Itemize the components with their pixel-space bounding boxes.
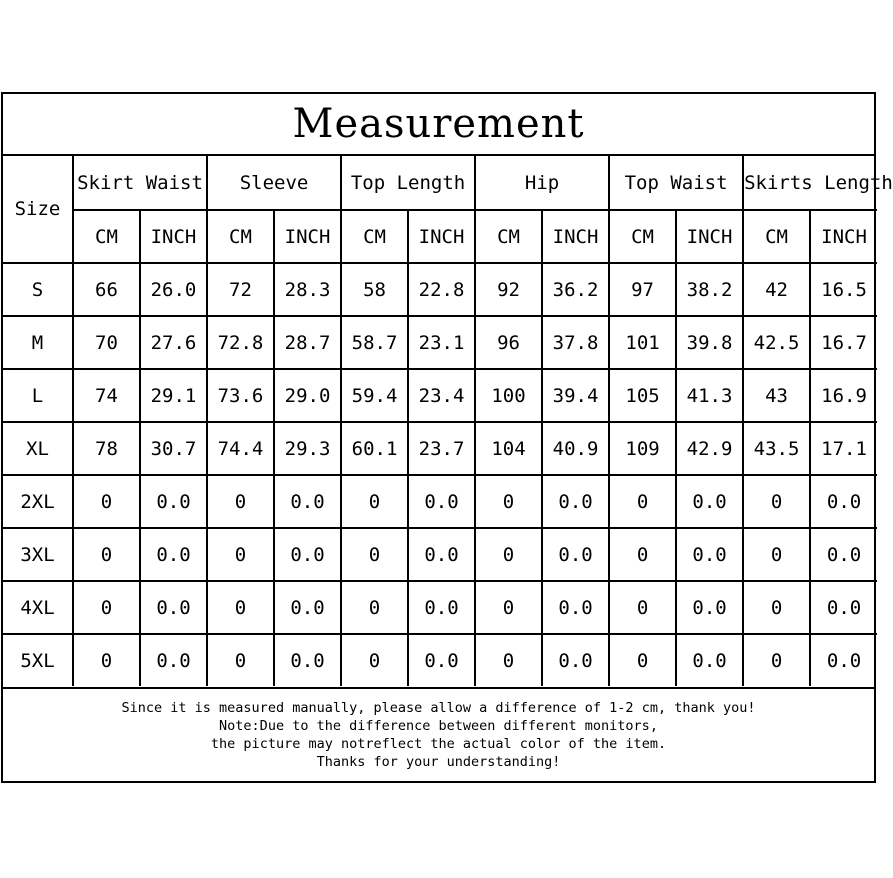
unit-header: INCH (274, 210, 341, 263)
value-cell: 0.0 (810, 581, 877, 634)
value-cell: 0 (609, 581, 676, 634)
value-cell: 42 (743, 263, 810, 316)
unit-header: CM (475, 210, 542, 263)
value-cell: 58.7 (341, 316, 408, 369)
value-cell: 0.0 (140, 581, 207, 634)
value-cell: 16.5 (810, 263, 877, 316)
value-cell: 105 (609, 369, 676, 422)
size-cell: L (3, 369, 73, 422)
table-row (3, 581, 877, 634)
value-cell: 0.0 (676, 581, 743, 634)
value-cell: 42.5 (743, 316, 810, 369)
size-cell: XL (3, 422, 73, 475)
unit-header: CM (207, 210, 274, 263)
unit-header: CM (73, 210, 140, 263)
size-cell: 5XL (3, 634, 73, 686)
value-cell: 23.7 (408, 422, 475, 475)
value-cell: 0 (609, 634, 676, 686)
header-row-units (3, 210, 877, 263)
value-cell: 0 (609, 475, 676, 528)
note-line: Thanks for your understanding! (316, 754, 561, 770)
value-cell: 0.0 (274, 475, 341, 528)
value-cell: 109 (609, 422, 676, 475)
value-cell: 59.4 (341, 369, 408, 422)
measure-group-header: Sleeve (207, 156, 341, 210)
value-cell: 0 (743, 581, 810, 634)
value-cell: 40.9 (542, 422, 609, 475)
value-cell: 0 (743, 528, 810, 581)
value-cell: 29.1 (140, 369, 207, 422)
value-cell: 0 (609, 528, 676, 581)
value-cell: 0 (207, 581, 274, 634)
note-line: Note:Due to the difference between different monitors, (219, 718, 658, 734)
header-row-groups (3, 156, 877, 210)
size-column-header: Size (3, 156, 73, 263)
value-cell: 0.0 (408, 634, 475, 686)
value-cell: 0.0 (676, 528, 743, 581)
value-cell: 42.9 (676, 422, 743, 475)
value-cell: 0.0 (542, 581, 609, 634)
measure-group-header: Top Length (341, 156, 475, 210)
value-cell: 104 (475, 422, 542, 475)
unit-header: INCH (676, 210, 743, 263)
value-cell: 0.0 (140, 634, 207, 686)
value-cell: 0.0 (140, 528, 207, 581)
value-cell: 39.4 (542, 369, 609, 422)
value-cell: 0 (341, 581, 408, 634)
value-cell: 72 (207, 263, 274, 316)
value-cell: 74.4 (207, 422, 274, 475)
value-cell: 0.0 (810, 475, 877, 528)
value-cell: 0 (207, 634, 274, 686)
measurement-chart (1, 92, 893, 783)
value-cell: 0.0 (274, 634, 341, 686)
value-cell: 0 (341, 528, 408, 581)
value-cell: 73.6 (207, 369, 274, 422)
value-cell: 97 (609, 263, 676, 316)
unit-header: CM (341, 210, 408, 263)
unit-header: INCH (408, 210, 475, 263)
value-cell: 16.9 (810, 369, 877, 422)
value-cell: 0 (475, 634, 542, 686)
table-row (3, 369, 877, 422)
value-cell: 39.8 (676, 316, 743, 369)
chart-title: Measurement (3, 94, 874, 156)
value-cell: 0.0 (810, 634, 877, 686)
value-cell: 0.0 (140, 475, 207, 528)
value-cell: 29.3 (274, 422, 341, 475)
value-cell: 0 (743, 475, 810, 528)
value-cell: 17.1 (810, 422, 877, 475)
value-cell: 0 (207, 475, 274, 528)
value-cell: 28.7 (274, 316, 341, 369)
value-cell: 0 (73, 475, 140, 528)
value-cell: 0.0 (408, 475, 475, 528)
table-row (3, 528, 877, 581)
value-cell: 23.1 (408, 316, 475, 369)
disclaimer-note (3, 687, 874, 781)
size-cell: 3XL (3, 528, 73, 581)
measure-group-header: Skirt Waist (73, 156, 207, 210)
value-cell: 22.8 (408, 263, 475, 316)
value-cell: 0.0 (274, 581, 341, 634)
value-cell: 0.0 (542, 528, 609, 581)
unit-header: INCH (810, 210, 877, 263)
value-cell: 0.0 (542, 634, 609, 686)
measure-group-header: Skirts Length (743, 156, 877, 210)
unit-header: CM (609, 210, 676, 263)
measure-group-header: Hip (475, 156, 609, 210)
value-cell: 78 (73, 422, 140, 475)
table-row (3, 263, 877, 316)
size-cell: S (3, 263, 73, 316)
value-cell: 30.7 (140, 422, 207, 475)
value-cell: 74 (73, 369, 140, 422)
value-cell: 29.0 (274, 369, 341, 422)
size-table (3, 156, 893, 686)
value-cell: 0 (341, 634, 408, 686)
value-cell: 72.8 (207, 316, 274, 369)
value-cell: 43.5 (743, 422, 810, 475)
value-cell: 96 (475, 316, 542, 369)
value-cell: 0 (73, 581, 140, 634)
value-cell: 0 (475, 475, 542, 528)
value-cell: 0.0 (408, 581, 475, 634)
value-cell: 0 (475, 581, 542, 634)
value-cell: 0 (207, 528, 274, 581)
value-cell: 36.2 (542, 263, 609, 316)
table-row (3, 634, 877, 686)
value-cell: 0 (73, 634, 140, 686)
unit-header: INCH (542, 210, 609, 263)
value-cell: 58 (341, 263, 408, 316)
unit-header: INCH (140, 210, 207, 263)
value-cell: 0.0 (676, 634, 743, 686)
value-cell: 37.8 (542, 316, 609, 369)
value-cell: 23.4 (408, 369, 475, 422)
note-line: the picture may notreflect the actual color of the item. (210, 736, 667, 752)
value-cell: 0 (73, 528, 140, 581)
measure-group-header: Top Waist (609, 156, 743, 210)
value-cell: 70 (73, 316, 140, 369)
value-cell: 92 (475, 263, 542, 316)
value-cell: 27.6 (140, 316, 207, 369)
value-cell: 38.2 (676, 263, 743, 316)
value-cell: 0.0 (676, 475, 743, 528)
table-row (3, 422, 877, 475)
value-cell: 28.3 (274, 263, 341, 316)
value-cell: 0.0 (810, 528, 877, 581)
size-cell: 2XL (3, 475, 73, 528)
value-cell: 0 (743, 634, 810, 686)
value-cell: 41.3 (676, 369, 743, 422)
size-cell: 4XL (3, 581, 73, 634)
value-cell: 26.0 (140, 263, 207, 316)
table-row (3, 475, 877, 528)
value-cell: 16.7 (810, 316, 877, 369)
table-row (3, 316, 877, 369)
value-cell: 100 (475, 369, 542, 422)
note-line: Since it is measured manually, please allow a difference of 1-2 cm, thank you! (121, 700, 756, 716)
value-cell: 66 (73, 263, 140, 316)
value-cell: 43 (743, 369, 810, 422)
value-cell: 0.0 (274, 528, 341, 581)
value-cell: 0 (341, 475, 408, 528)
size-cell: M (3, 316, 73, 369)
value-cell: 0 (475, 528, 542, 581)
unit-header: CM (743, 210, 810, 263)
value-cell: 101 (609, 316, 676, 369)
value-cell: 0.0 (542, 475, 609, 528)
value-cell: 0.0 (408, 528, 475, 581)
value-cell: 60.1 (341, 422, 408, 475)
